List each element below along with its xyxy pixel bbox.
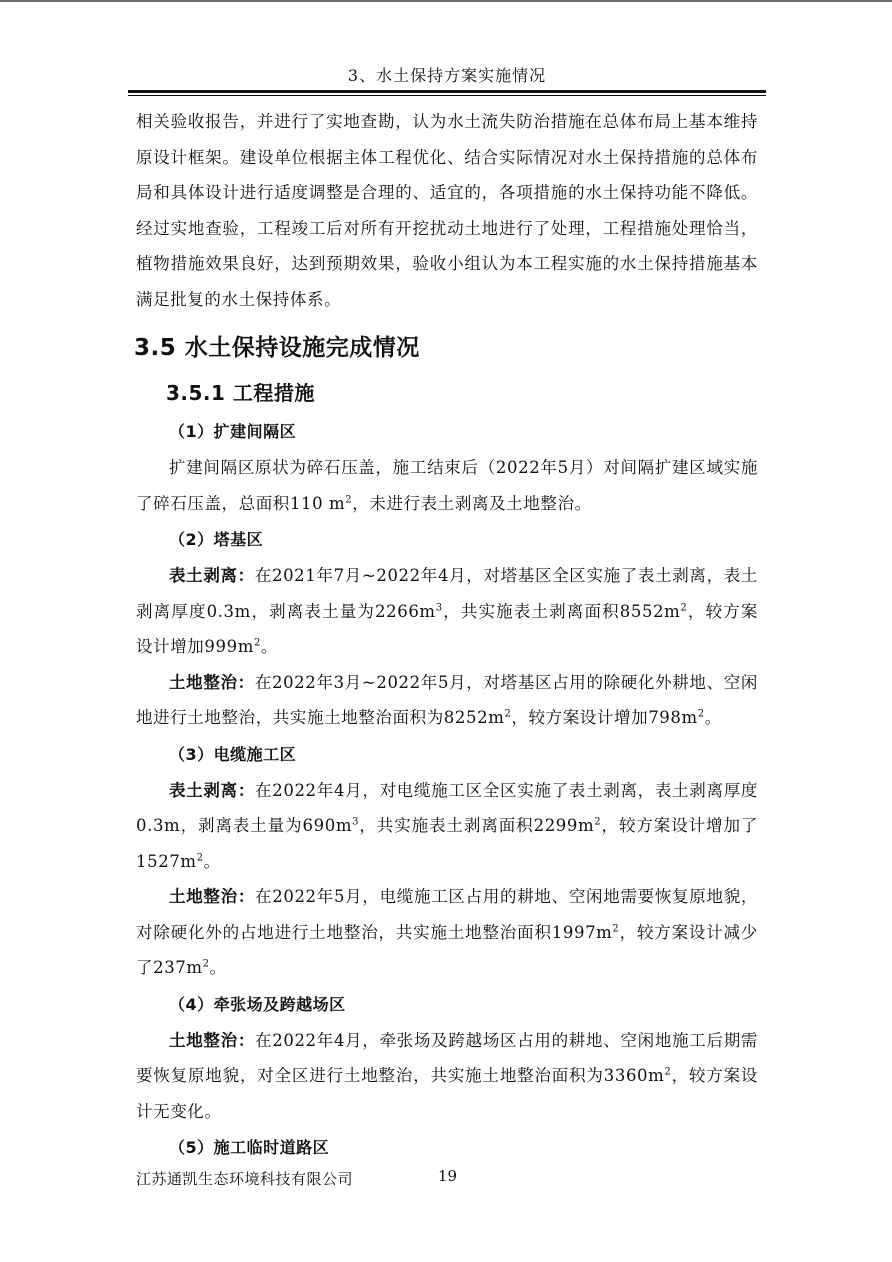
section-heading: 3.5 水土保持设施完成情况 — [134, 335, 420, 361]
area-paragraph — [136, 558, 758, 665]
unit-exponent: 2 — [697, 708, 705, 720]
unit-exponent: 3 — [352, 816, 360, 828]
area-paragraph — [136, 450, 758, 521]
paragraph-text: 。 — [704, 708, 722, 727]
area-paragraph — [136, 665, 758, 736]
paragraph-text: ，共实施表土剥离面积8552m — [442, 601, 681, 621]
unit-exponent: 2 — [612, 923, 620, 934]
unit-exponent: 3 — [435, 602, 443, 613]
header-rule-thick — [128, 90, 766, 93]
header-rule-thin — [128, 95, 766, 96]
running-header: 3、水土保持方案实施情况 — [347, 66, 547, 85]
area-list — [136, 413, 758, 1166]
page-top-border — [0, 0, 892, 2]
area-paragraph — [136, 879, 758, 986]
area-heading: （1）扩建间隔区 — [169, 422, 297, 441]
paragraph-lead: 表土剥离： — [169, 566, 255, 585]
unit-exponent: 2 — [345, 494, 353, 505]
paragraph-text: ，较方案设计增加999m — [136, 601, 758, 656]
area-heading: （2）塔基区 — [169, 530, 264, 549]
paragraph-lead: 土地整治： — [169, 887, 256, 906]
intro-paragraph: 相关验收报告，并进行了实地查勘，认为水土流失防治措施在总体布局上基本维持原设计框架。建设单位根据主体工程优化、结合实际情况对水土保持措施的总体布局和具体设计进行适度调整是合理的、适宜的，各项措施的水土保持功能不降低。经过实地查验，工程竣工后对所有开挖扰动土地进行了处理，工程措施处理恰当，植物措施效果良好，达到预期效果，验收小组认为本工程实施的水土保持措施基本满足批复的水土保持体系。 — [136, 112, 758, 309]
unit-exponent: 2 — [594, 816, 602, 828]
paragraph-lead: 土地整治： — [169, 1030, 256, 1050]
subsection-heading: 3.5.1 工程措施 — [166, 381, 315, 405]
paragraph-text: 扩建间隔区原状为碎石压盖，施工结束后（2022年5月）对间隔扩建区域实施了碎石压盖，总面积110 m — [136, 458, 758, 513]
paragraph-text: ，未进行表土剥离及土地整治。 — [352, 493, 592, 513]
area-paragraph — [136, 1023, 758, 1130]
paragraph-text: 在2022年5月，电缆施工区占用的耕地、空闲地需要恢复原地貌，对除硬化外的占地进行土地整治，共实施土地整治面积1997m — [136, 887, 759, 942]
unit-exponent: 2 — [202, 958, 210, 970]
unit-exponent: 2 — [253, 637, 261, 649]
paragraph-lead: 土地整治： — [169, 672, 255, 692]
paragraph-text: 在2022年4月，牵张场及跨越场区占用的耕地、空闲地施工后期需要恢复原地貌，对全区进行土地整治，共实施土地整治面积为3360m — [136, 1030, 759, 1085]
paragraph-lead: 表土剥离： — [169, 780, 256, 800]
paragraph-text: ，共实施表土剥离面积2299m — [359, 816, 595, 835]
page-number: 19 — [438, 1167, 458, 1185]
unit-exponent: 2 — [680, 602, 688, 613]
footer-company: 江苏通凯生态环境科技有限公司 — [136, 1170, 354, 1188]
paragraph-text: 。 — [260, 637, 279, 656]
paragraph-text: 。 — [203, 851, 221, 871]
paragraph-text: ，较方案设计增加了1527m — [136, 816, 758, 871]
area-heading: （3）电缆施工区 — [169, 744, 297, 764]
page-content — [136, 104, 758, 1166]
area-heading: （5）施工临时道路区 — [169, 1138, 330, 1157]
paragraph-text: 在2022年3月~2022年5月，对塔基区占用的除硬化外耕地、空闲地进行土地整治，共实施土地整治面积为8252m — [136, 672, 759, 727]
area-paragraph — [136, 773, 758, 880]
paragraph-text: ，较方案设计无变化。 — [136, 1066, 758, 1121]
paragraph-text: ，较方案设计增加798m — [511, 708, 698, 727]
unit-exponent: 2 — [196, 852, 204, 863]
paragraph-text: 在2022年4月，对电缆施工区全区实施了表土剥离，表土剥离厚度0.3m，剥离表土量为690m — [136, 780, 759, 835]
paragraph-text: 。 — [209, 958, 227, 977]
paragraph-text: ，较方案设计减少了237m — [136, 922, 758, 977]
paragraph-text: 在2021年7月~2022年4月，对塔基区全区实施了表土剥离，表土剥离厚度0.3m，剥离表土量为2266m — [136, 566, 759, 621]
unit-exponent: 2 — [504, 708, 512, 720]
area-heading: （4）牵张场及跨越场区 — [169, 994, 346, 1014]
unit-exponent: 2 — [664, 1066, 672, 1078]
